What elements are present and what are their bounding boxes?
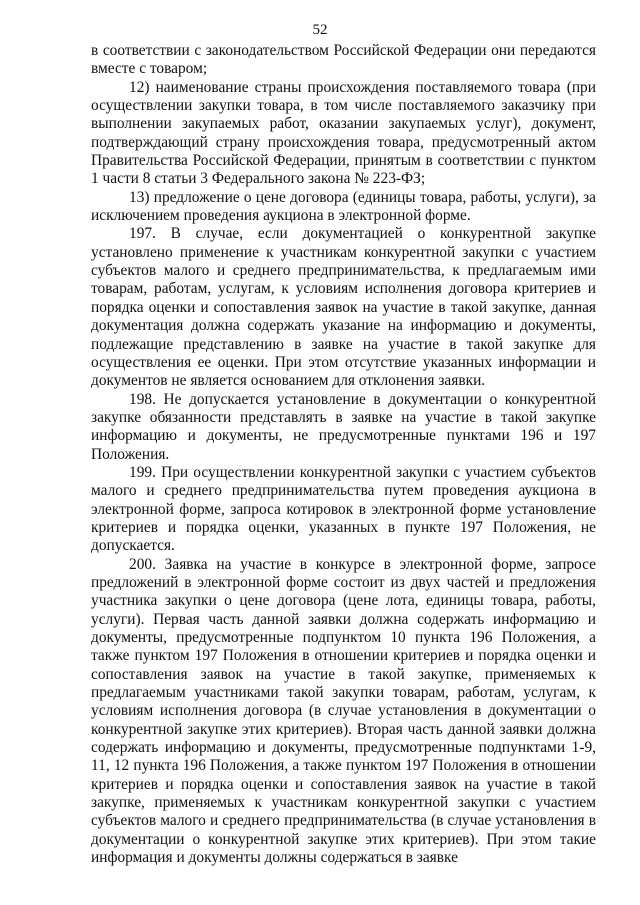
paragraph-item-12: 12) наименование страны происхождения поставляемого товара (при осуществлении закупки товара, в том числе поставляемого заказчику при выполнении закупаемых работ, оказании закупаемых услуг), документ, подтверждающий страну происхождения товара, предусмотренный актом Правительства Российской Федерации, принятым в соответствии с пунктом 1 части 8 статьи 3 Федерального закона № 223-ФЗ;: [91, 78, 596, 188]
paragraph-clause-197: 197. В случае, если документацией о конкурентной закупке установлено применение к участникам конкурентной закупки с участием субъектов малого и среднего предпринимательства, к предлагаемым ими товарам, работам, услугам, к условиям исполнения договора критериев и порядка оценки и сопоставления заявок на участие в такой закупке, данная документация должна содержать указание на информацию и документы, подлежащие представлению в заявке на участие в такой закупке для осуществления ее оценки. При этом отсутствие указанных информации и документов не является основанием для отклонения заявки.: [91, 225, 596, 390]
paragraph-continuation: в соответствии с законодательством Российской Федерации они передаются вместе с товаром;: [91, 42, 596, 78]
paragraph-clause-199: 199. При осуществлении конкурентной закупки с участием субъектов малого и среднего предпринимательства путем проведения аукциона в электронной форме, запроса котировок в электронной форме установление критериев и порядка оценки, указанных в пункте 197 Положения, не допускается.: [91, 463, 596, 555]
page-number: 52: [312, 22, 328, 38]
paragraph-clause-198: 198. Не допускается установление в документации о конкурентной закупке обязанности представлять в заявке на участие в такой закупке информацию и документы, не предусмотренные пунктами 196 и 197 Положения.: [91, 390, 596, 463]
paragraph-clause-200: 200. Заявка на участие в конкурсе в электронной форме, запросе предложений в электронной форме состоит из двух частей и предложения участника закупки о цене договора (цене лота, единицы товара, работы, услуги). Первая часть данной заявки должна содержать информацию и документы, предусмотренные подпунктом 10 пункта 196 Положения, а также пунктом 197 Положения в отношении критериев и порядка оценки и сопоставления заявок на участие в такой закупке, применяемых к предлагаемым участниками такой закупки товарам, работам, услугам, к условиям исполнения договора (в случае установления в документации о конкурентной закупке этих критериев). Вторая часть данной заявки должна содержать информацию и документы, предусмотренные подпунктами 1-9, 11, 12 пункта 196 Положения, а также пунктом 197 Положения в отношении критериев и порядка оценки и сопоставления заявок на участие в такой закупке, применяемых к участникам конкурентной закупки с участием субъектов малого и среднего предпринимательства (в случае установления в документации о конкурентной закупке этих критериев). При этом такие информация и документы должны содержаться в заявке: [91, 555, 596, 867]
paragraph-item-13: 13) предложение о цене договора (единицы товара, работы, услуги), за исключением проведения аукциона в электронной форме.: [91, 188, 596, 225]
document-body: [91, 42, 596, 867]
